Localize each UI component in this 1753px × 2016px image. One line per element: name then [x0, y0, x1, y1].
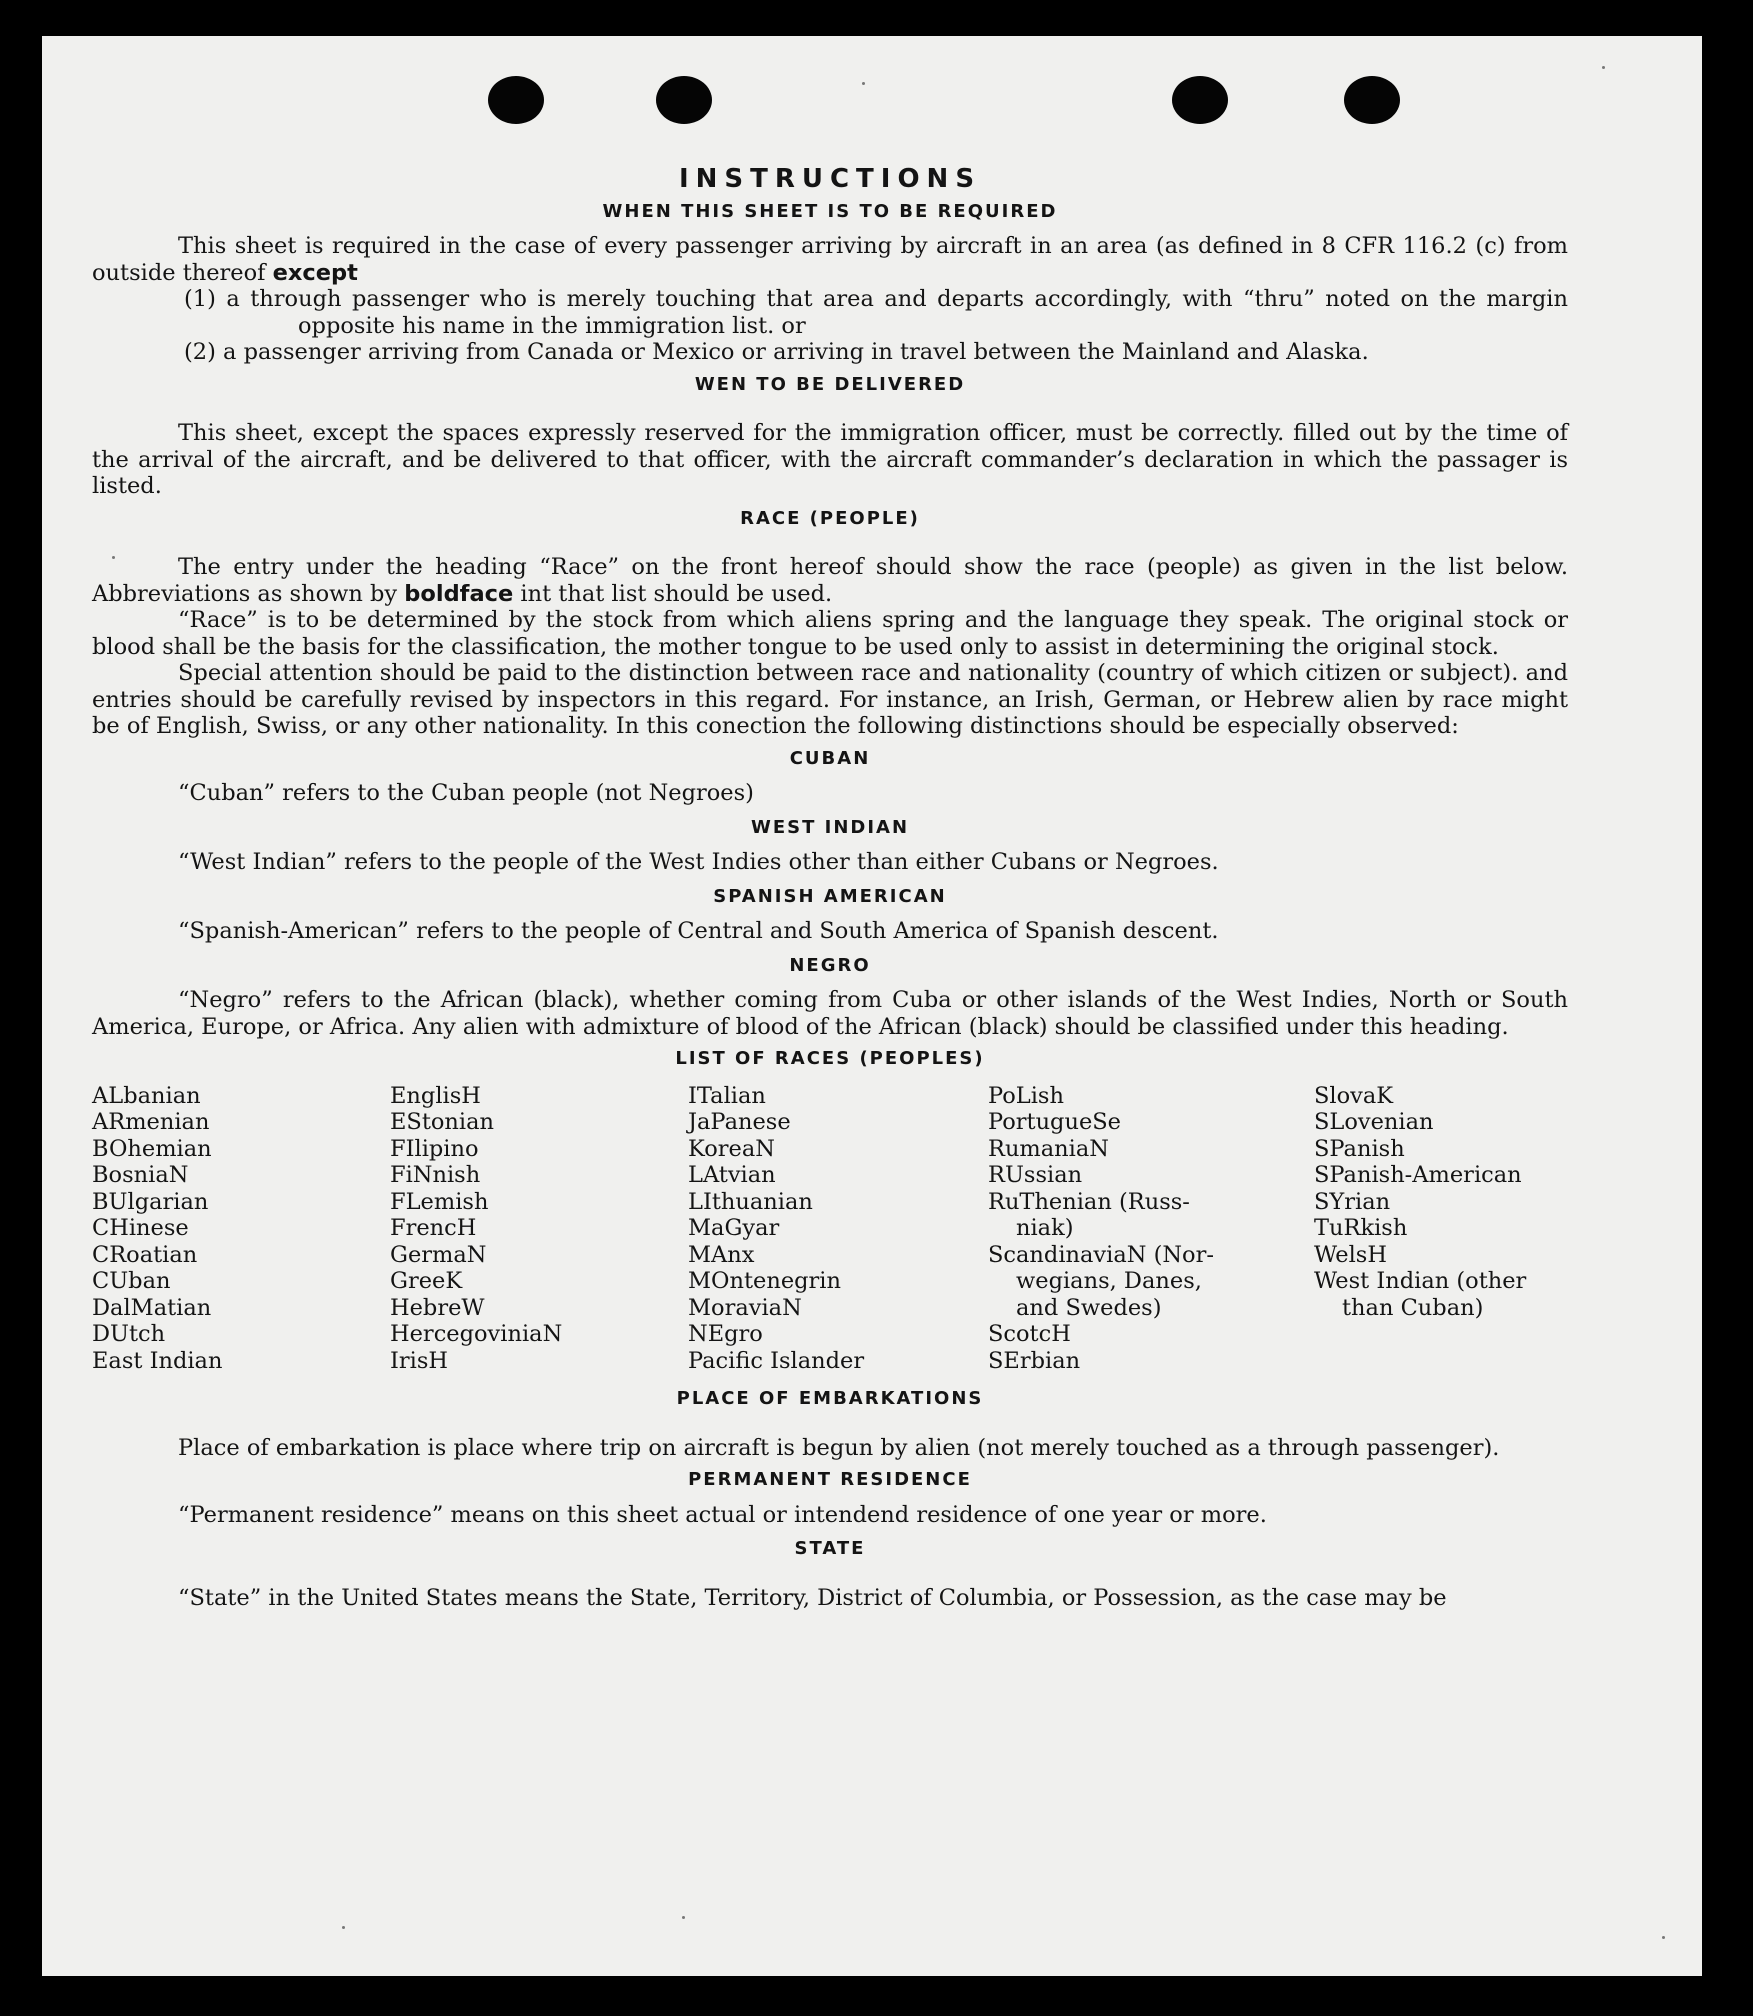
race-entry: NEgro [688, 1321, 763, 1347]
section-heading-embarkation: PLACE OF EMBARKATIONS [676, 1388, 984, 1409]
race-entry: West Indian (other [1314, 1268, 1527, 1294]
except-keyword: except [272, 259, 358, 286]
section-heading-list-of-races: LIST OF RACES (PEOPLES) [675, 1048, 985, 1069]
race-entry: SPanish [1314, 1135, 1405, 1162]
section-heading-required: WHEN THIS SHEET IS TO BE REQUIRED [602, 200, 1058, 222]
document-sheet [42, 36, 1702, 1976]
section-heading-race: RACE (PEOPLE) [740, 507, 920, 529]
scan-speck [1602, 66, 1605, 69]
race-entry: HebreW [390, 1294, 485, 1321]
race-entry: MOntenegrin [688, 1268, 841, 1294]
cuban-text: “Cuban” refers to the Cuban people (not Negroes) [178, 780, 754, 806]
race-entry: ITalian [688, 1082, 766, 1109]
required-item-1: (1) a through passenger who is merely touching that area and departs accordingly, with “thru” noted on the margin opposite his name in the immigration list. or [184, 286, 1568, 339]
race-entry: than Cuban) [1342, 1294, 1484, 1321]
residence-text: “Permanent residence” means on this sheet actual or intendend residence of one year or more. [178, 1501, 1267, 1528]
race-entry: FiNnish [390, 1162, 481, 1188]
race-entry: RumaniaN [988, 1135, 1109, 1162]
section-heading-state: STATE [794, 1538, 866, 1559]
race-entry: CUban [92, 1268, 171, 1294]
section-heading-cuban: CUBAN [789, 747, 871, 769]
scan-speck [1662, 1936, 1665, 1939]
punch-hole [1344, 76, 1400, 124]
race-entry: GreeK [390, 1268, 463, 1294]
instructions-content [92, 166, 1568, 1611]
race-entry: ScandinaviaN (Nor- [988, 1241, 1214, 1268]
west-indian-text: “West Indian” refers to the people of the West Indies other than either Cubans or Negroes. [178, 849, 1219, 875]
race-entry: MaGyar [688, 1215, 780, 1241]
race-column-3 [688, 1083, 988, 1375]
race-entry: PortugueSe [988, 1109, 1122, 1135]
race-paragraph-3: Special attention should be paid to the distinction between race and nationality (country of which citizen or subject). and entries should be carefully revised by inspectors in this regard. For instance, an Irish, German, or Hebrew alien by race might be of English, Swiss, or any other nationality. In this conection the following distinctions should be especially observed: [92, 660, 1568, 739]
race-entry: WelsH [1314, 1241, 1387, 1268]
race-entry: DUtch [92, 1321, 166, 1347]
race-entry: DalMatian [92, 1294, 212, 1321]
required-intro: This sheet is required in the case of every passenger arriving by aircraft in an area (as defined in 8 CFR 116.2 (c) from outside thereof except [92, 233, 1568, 286]
punch-hole [488, 76, 544, 124]
race-entry: MAnx [688, 1241, 755, 1268]
race-entry: EStonian [390, 1109, 495, 1135]
race-entry: EnglisH [390, 1082, 481, 1109]
race-entry: GermaN [390, 1241, 487, 1268]
section-heading-spanish-american: SPANISH AMERICAN [713, 885, 947, 907]
race-entry: BosniaN [92, 1162, 189, 1188]
embarkation-text: Place of embarkation is place where trip on aircraft is begun by alien (not merely touched as a through passenger). [178, 1434, 1500, 1461]
race-paragraph-1: The entry under the heading “Race” on the front hereof should show the race (people) as given in the list below. Abbreviations as shown by boldface int that list should be used. [92, 554, 1568, 607]
race-column-1 [92, 1083, 390, 1375]
race-entry: RUssian [988, 1162, 1083, 1188]
race-entry: ALbanian [92, 1082, 201, 1109]
race-entry: East Indian [92, 1347, 223, 1374]
race-entry: SLovenian [1314, 1109, 1434, 1135]
race-entry: CRoatian [92, 1241, 198, 1268]
race-entry: HercegoviniaN [390, 1321, 563, 1347]
scan-speck [682, 1916, 685, 1919]
race-entry: wegians, Danes, [1016, 1268, 1202, 1294]
race-entry: ScotcH [988, 1321, 1071, 1347]
race-entry: ARmenian [92, 1109, 210, 1135]
race-entry: RuThenian (Russ- [988, 1188, 1190, 1215]
race-entry: niak) [1016, 1215, 1074, 1241]
race-entry: LAtvian [688, 1162, 776, 1188]
race-entry: TuRkish [1314, 1215, 1408, 1241]
state-text: “State” in the United States means the State, Territory, District of Columbia, or Possession, as the case may be [178, 1584, 1447, 1611]
race-entry: BUlgarian [92, 1188, 209, 1215]
race-entry: FLemish [390, 1188, 489, 1215]
race-entry: FIlipino [390, 1135, 479, 1162]
race-entry: PoLish [988, 1082, 1064, 1109]
section-heading-delivered: WEN TO BE DELIVERED [694, 373, 966, 395]
race-column-5 [1314, 1083, 1568, 1375]
spanish-american-text: “Spanish-American” refers to the people of Central and South America of Spanish descent. [178, 918, 1219, 944]
race-entry: SlovaK [1314, 1082, 1394, 1109]
race-entry: Pacific Islander [688, 1347, 865, 1374]
section-heading-residence: PERMANENT RESIDENCE [688, 1469, 972, 1490]
punch-hole [656, 76, 712, 124]
race-entry: SErbian [988, 1347, 1081, 1374]
negro-text: “Negro” refers to the African (black), whether coming from Cuba or other islands of the West Indies, North or South America, Europe, or Africa. Any alien with admixture of blood of the African (black) should be classified under this heading. [92, 987, 1568, 1040]
page-title: INSTRUCTIONS [678, 164, 982, 194]
punch-hole [1172, 76, 1228, 124]
race-column-2 [390, 1083, 688, 1375]
section-heading-west-indian: WEST INDIAN [750, 816, 910, 838]
section-heading-negro: NEGRO [789, 954, 871, 976]
delivered-text: This sheet, except the spaces expressly reserved for the immigration officer, must be correctly. filled out by the time of the arrival of the aircraft, and be delivered to that officer, with the aircraft commander’s declaration in which the passager is listed. [92, 420, 1568, 499]
race-entry: LIthuanian [688, 1188, 813, 1215]
race-entry: FrencH [390, 1215, 477, 1241]
race-paragraph-2: “Race” is to be determined by the stock from which aliens spring and the language they speak. The original stock or blood shall be the basis for the classification, the mother tongue to be used only to assist in determining the original stock. [92, 607, 1568, 660]
race-list [92, 1083, 1568, 1375]
race-entry: IrisH [390, 1347, 449, 1374]
race-entry: JaPanese [688, 1109, 791, 1135]
race-entry: CHinese [92, 1215, 189, 1241]
race-column-4 [988, 1083, 1314, 1375]
required-item-2: (2) a passenger arriving from Canada or Mexico or arriving in travel between the Mainland and Alaska. [184, 339, 1369, 365]
race-entry: SPanish-American [1314, 1162, 1522, 1188]
race-entry: SYrian [1314, 1188, 1391, 1215]
race-entry: BOhemian [92, 1135, 212, 1162]
race-entry: KoreaN [688, 1135, 775, 1162]
scan-speck [862, 82, 865, 85]
boldface-keyword: boldface [404, 580, 514, 607]
scan-speck [342, 1926, 345, 1929]
race-entry: MoraviaN [688, 1294, 802, 1321]
race-entry: and Swedes) [1016, 1294, 1162, 1321]
